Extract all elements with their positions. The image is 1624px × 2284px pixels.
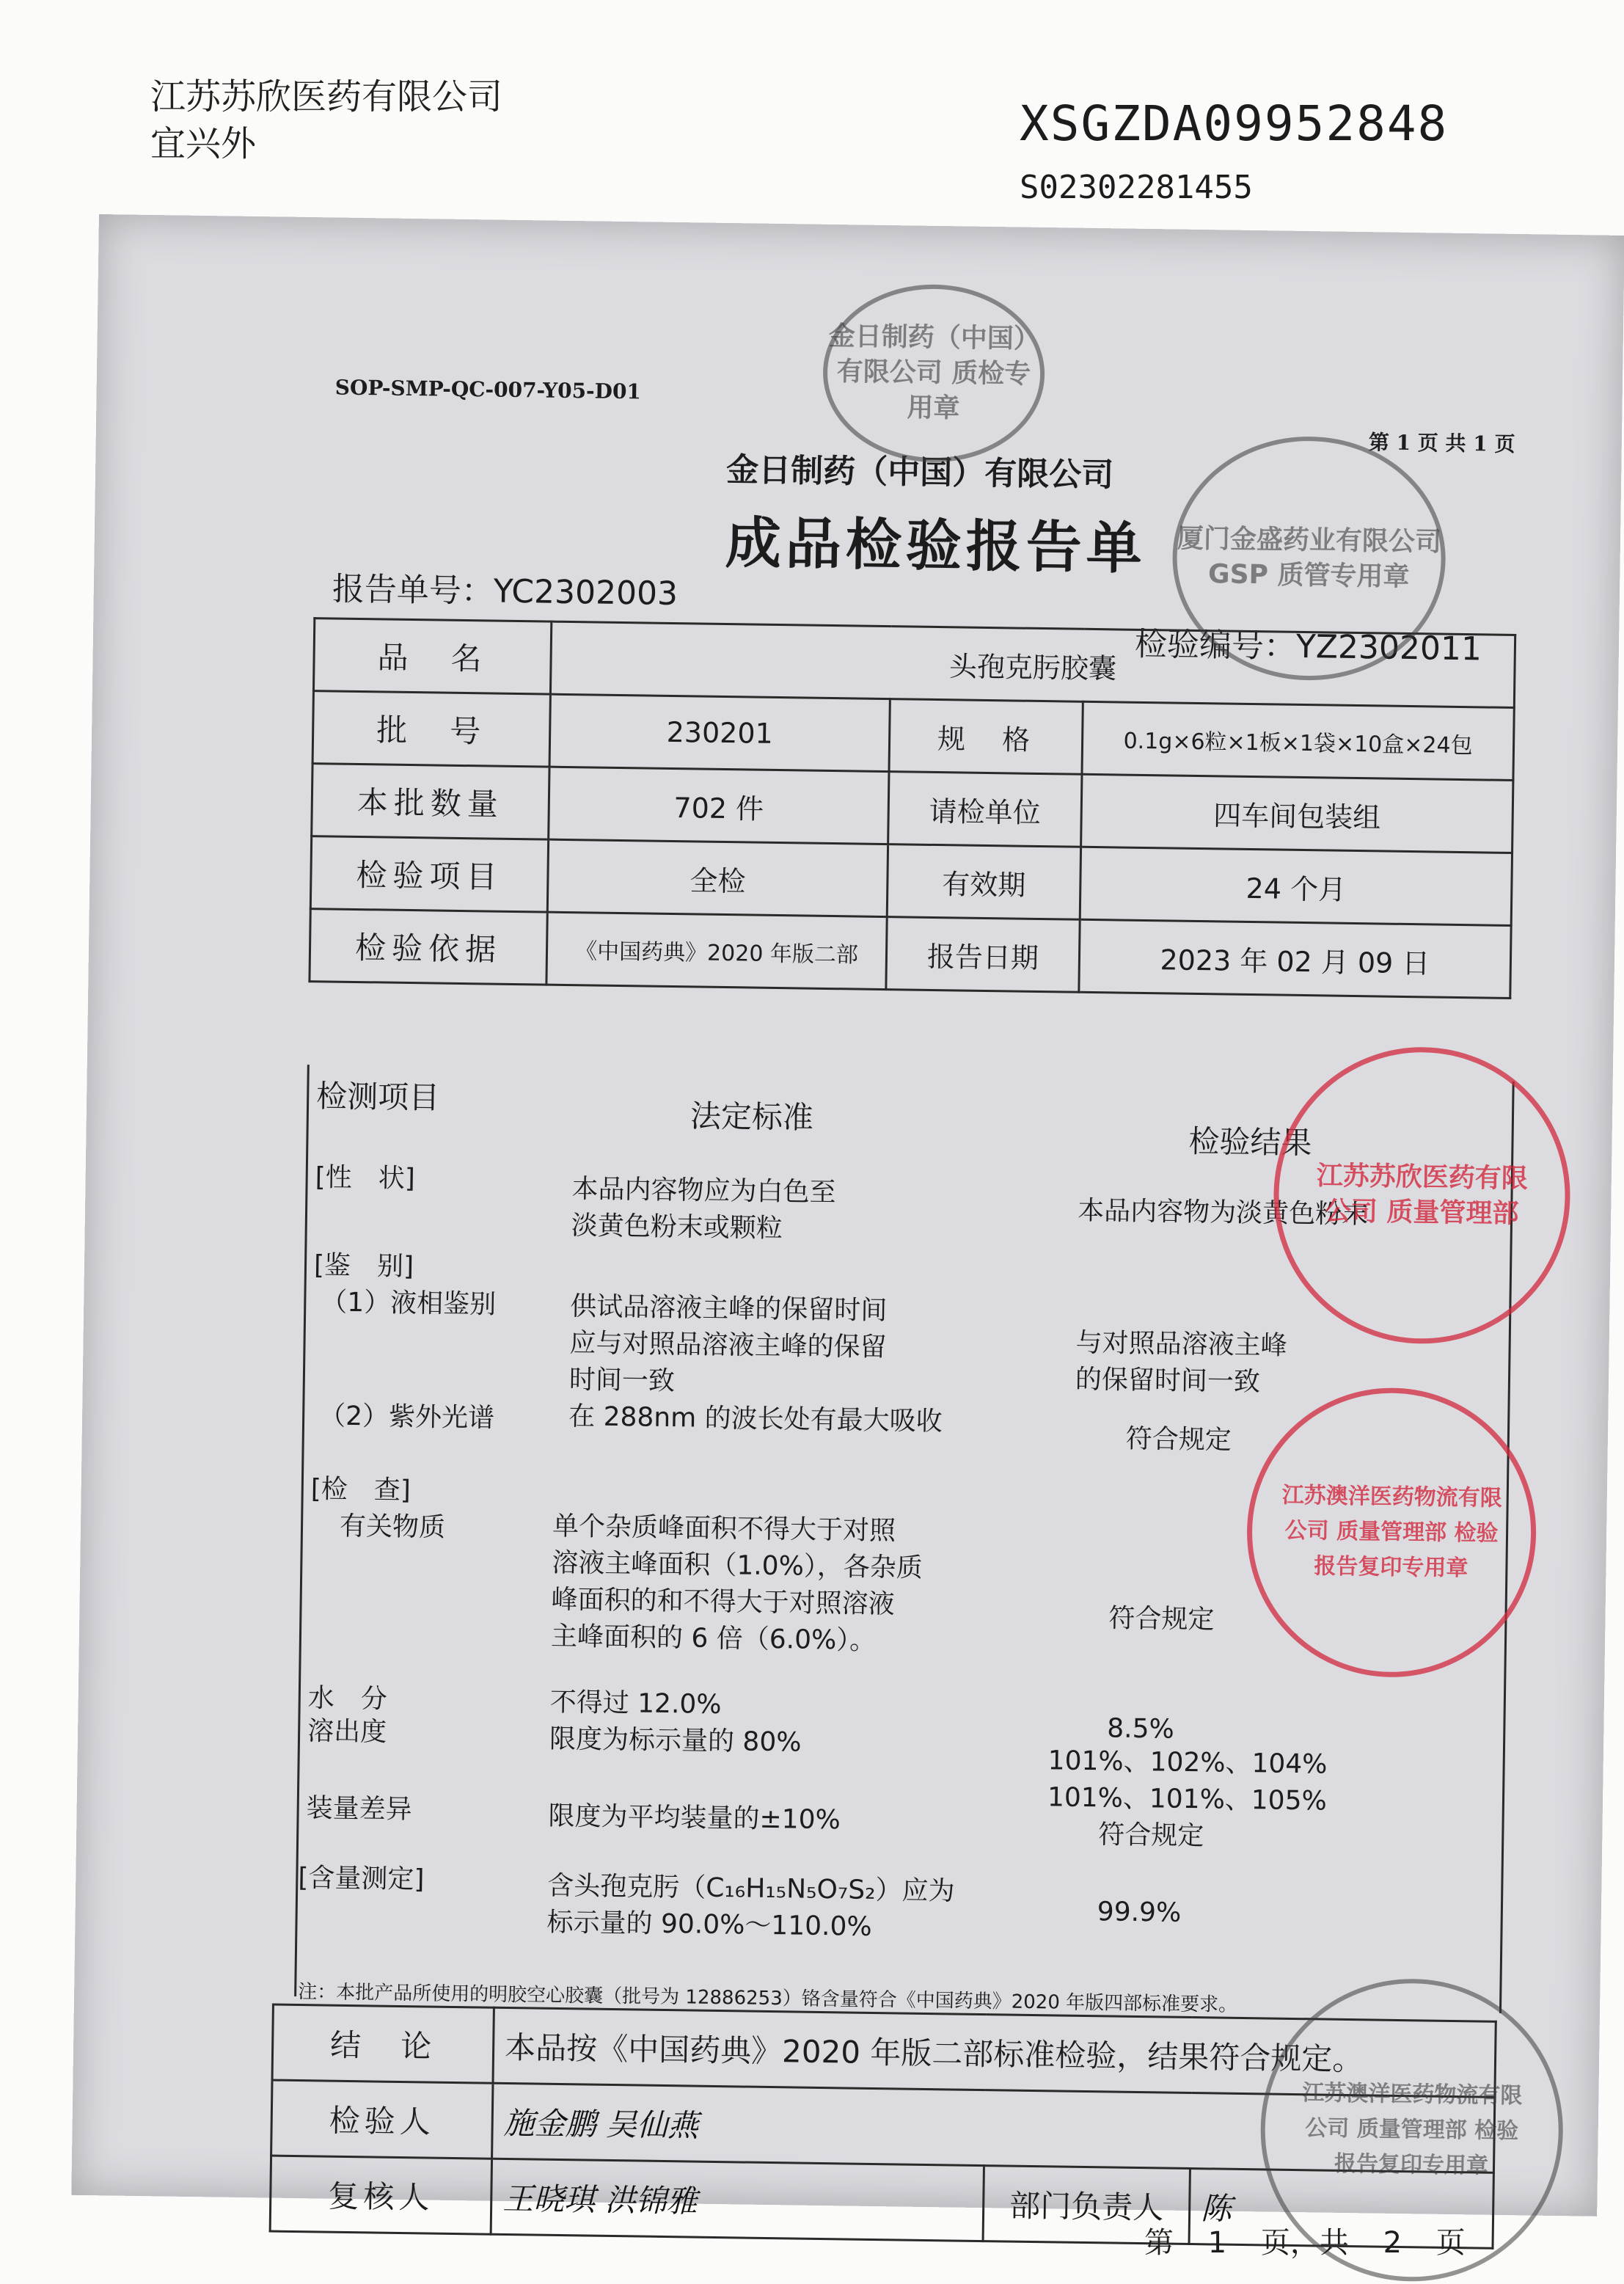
identification-heading: [鉴 别] — [313, 1250, 414, 1283]
quantity-value: 702 件 — [549, 767, 889, 844]
batch-value: 230201 — [549, 694, 890, 771]
conclusion-value: 本品按《中国药典》2020 年版二部标准检验，结果符合规定。 — [493, 2007, 1496, 2097]
validity-value: 24 个月 — [1080, 847, 1512, 925]
column-header-item: 检测项目 — [315, 1078, 440, 1116]
hplc-standard — [569, 1288, 888, 1403]
assay-standard-line: 含头孢克肟（C₁₆H₁₅N₅O₇S₂）应为 — [546, 1870, 955, 1907]
report-date-value: 2023 年 02 月 09 日 — [1079, 919, 1511, 998]
assay-result: 99.9% — [1097, 1897, 1182, 1928]
fill-variation-standard: 限度为平均装量的±10% — [548, 1800, 841, 1836]
inspection-number: 检验编号：YZ2302011 — [1134, 625, 1482, 668]
report-date-label: 报告日期 — [886, 917, 1080, 993]
department-head-signature: 陈 — [1189, 2169, 1493, 2249]
related-result: 符合规定 — [1108, 1603, 1215, 1635]
footnote: 注：本批产品所使用的明胶空心胶囊（批号为 12886253）铬含量符合《中国药典》2020 年版四部标准要求。 — [297, 1981, 1238, 2016]
inspector-label: 检验人 — [271, 2080, 493, 2159]
check-heading: [检 查] — [310, 1474, 412, 1506]
header-sub-code: S02302281455 — [1020, 169, 1253, 206]
properties-standard-line: 淡黄色粉末或颗粒 — [571, 1211, 783, 1244]
quality-inspection-seal — [822, 283, 1045, 464]
report-title: 成品检验报告单 — [725, 509, 1147, 581]
assay-standard — [546, 1868, 955, 1947]
assay-heading: [含量测定] — [298, 1863, 425, 1895]
hplc-standard-line: 时间一致 — [568, 1365, 676, 1397]
inspector-signature: 施金鹏 吴仙燕 — [492, 2083, 1495, 2172]
hplc-identification: （1）液相鉴别 — [321, 1287, 497, 1320]
related-standard-line: 峰面积的和不得大于对照溶液 — [551, 1584, 895, 1620]
inspection-item-label: 检验项目 — [310, 836, 548, 913]
dissolution-result-line: 101%、102%、104% — [1047, 1745, 1328, 1780]
hplc-result — [1075, 1325, 1287, 1401]
conclusion-label: 结 论 — [272, 2004, 494, 2083]
issuer-company: 金日制药（中国）有限公司 — [725, 450, 1114, 495]
report-sheet — [71, 214, 1624, 2227]
basis-label: 检验依据 — [310, 909, 547, 985]
department-head-label: 部门负责人 — [983, 2166, 1190, 2244]
seal-text: 江苏澳洋医药物流有限公司 质量管理部 检验报告复印专用章 — [1302, 2080, 1523, 2179]
related-standard-line: 溶液主峰面积（1.0%），各杂质 — [552, 1547, 923, 1583]
related-standard — [551, 1508, 923, 1660]
water-item: 水 分 — [307, 1683, 388, 1715]
validity-label: 有效期 — [887, 844, 1080, 920]
properties-result: 本品内容物为淡黄色粉末 — [1077, 1195, 1369, 1230]
seal-text: 金日制药（中国）有限公司 质检专用章 — [828, 321, 1041, 424]
hplc-result-line: 与对照品溶液主峰 — [1075, 1327, 1287, 1361]
uv-standard: 在 288nm 的波长处有最大吸收 — [568, 1401, 943, 1437]
scanned-report — [71, 214, 1624, 2227]
inspection-item-value: 全检 — [547, 839, 888, 916]
hplc-standard-line: 供试品溶液主峰的保留时间 — [569, 1291, 888, 1327]
spec-label: 规 格 — [889, 699, 1083, 775]
properties-heading: [性 状] — [315, 1162, 416, 1194]
water-standard: 不得过 12.0% — [549, 1687, 722, 1721]
reviewer-label: 复核人 — [270, 2156, 491, 2234]
dissolution-result — [1047, 1743, 1328, 1820]
header-ref-code: XSGZDA09952848 — [1020, 95, 1449, 152]
request-unit-value: 四车间包装组 — [1081, 774, 1513, 853]
reviewer-signature: 王晓琪 洪锦雅 — [491, 2159, 984, 2241]
batch-label: 批 号 — [312, 691, 550, 767]
water-result: 8.5% — [1107, 1713, 1175, 1745]
uv-result: 符合规定 — [1125, 1423, 1232, 1456]
fill-variation-result: 符合规定 — [1098, 1820, 1204, 1852]
sop-code: SOP-SMP-QC-007-Y05-D01 — [334, 375, 642, 404]
hplc-result-line: 的保留时间一致 — [1075, 1364, 1261, 1398]
request-unit-label: 请检单位 — [888, 772, 1082, 847]
seal-text: 厦门金盛药业有限公司 GSP 质管专用章 — [1177, 523, 1442, 592]
column-header-standard: 法定标准 — [690, 1098, 814, 1136]
seal-text: 江苏苏欣医药有限公司 质量管理部 — [1316, 1161, 1529, 1230]
seal-text: 江苏澳洋医药物流有限公司 质量管理部 检验报告复印专用章 — [1281, 1482, 1502, 1582]
page-footer: 第 1 页，共 2 页 — [1144, 2226, 1466, 2260]
hplc-standard-line: 应与对照品溶液主峰的保留 — [569, 1328, 887, 1363]
product-value: 头孢克肟胶囊 — [550, 621, 1515, 707]
uv-identification: （2）紫外光谱 — [318, 1401, 495, 1434]
assay-standard-line: 标示量的 90.0%～110.0% — [546, 1907, 872, 1942]
quantity-label: 本批数量 — [312, 764, 549, 840]
header-branch: 宜兴外 — [150, 123, 257, 164]
properties-standard-line: 本品内容物应为白色至 — [571, 1174, 836, 1208]
header-company-name: 江苏苏欣医药有限公司 — [150, 76, 503, 117]
related-standard-line: 主峰面积的 6 倍（6.0%）。 — [550, 1621, 877, 1656]
page-info: 第 1 页 共 1 页 — [1368, 430, 1515, 456]
related-standard-line: 单个杂质峰面积不得大于对照 — [552, 1511, 896, 1547]
basis-value: 《中国药典》2020 年版二部 — [546, 912, 887, 989]
spec-value: 0.1g×6粒×1板×1袋×10盒×24包 — [1082, 701, 1514, 780]
fill-variation-item: 装量差异 — [306, 1793, 412, 1825]
properties-standard — [571, 1171, 835, 1248]
dissolution-result-line: 101%、101%、105% — [1047, 1782, 1328, 1817]
header-company — [150, 73, 502, 167]
dissolution-item: 溶出度 — [307, 1716, 387, 1748]
product-label: 品 名 — [313, 619, 551, 695]
dissolution-standard: 限度为标示量的 80% — [549, 1723, 802, 1758]
column-header-result: 检验结果 — [1188, 1123, 1312, 1161]
related-substances: 有关物质 — [339, 1511, 446, 1543]
report-number: 报告单号：YC2302003 — [332, 570, 679, 613]
